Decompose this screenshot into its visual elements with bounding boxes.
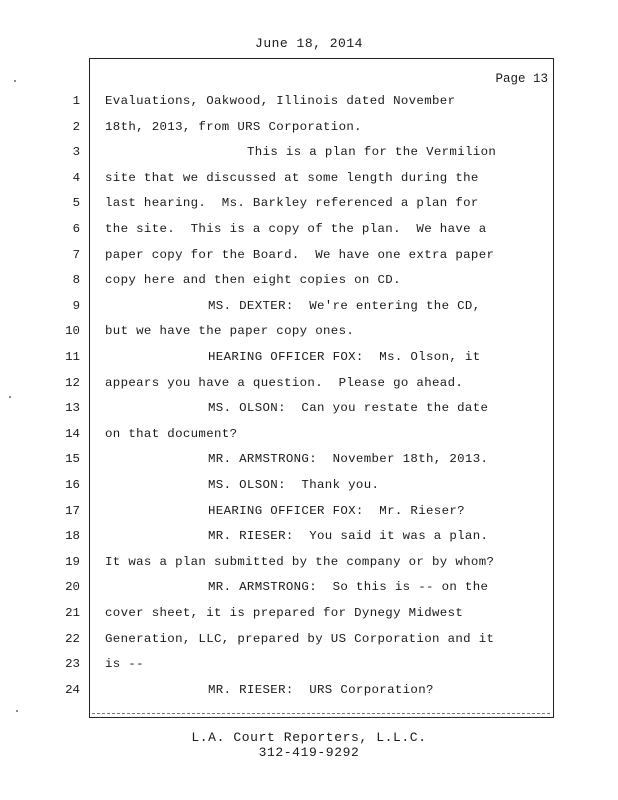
transcript-line: [0, 422, 618, 448]
line-number: 10: [65, 324, 80, 339]
line-text: It was a plan submitted by the company or by whom?: [105, 554, 495, 569]
transcript-line: [0, 499, 618, 525]
transcript-line: [0, 371, 618, 397]
line-number: 11: [65, 350, 80, 364]
transcript-line: [0, 396, 618, 422]
line-text: MR. ARMSTRONG: November 18th, 2013.: [208, 452, 489, 467]
line-text: on that document?: [105, 426, 238, 441]
line-text: MS. OLSON: Thank you.: [208, 478, 380, 492]
line-number: 12: [65, 375, 80, 390]
transcript-line: [0, 319, 618, 345]
line-number: 22: [65, 631, 80, 646]
transcript-date: June 18, 2014: [255, 36, 363, 51]
transcript-line: [0, 294, 618, 320]
line-number: 7: [72, 247, 80, 262]
transcript-line: [0, 115, 618, 141]
transcript-line: [0, 524, 618, 550]
transcript-line: [0, 447, 618, 473]
scan-speck: [9, 396, 11, 398]
line-text: Generation, LLC, prepared by US Corporation and it: [105, 631, 495, 646]
line-text: MS. OLSON: Can you restate the date: [208, 401, 489, 416]
line-text: appears you have a question. Please go ahead.: [105, 375, 464, 390]
page-number: Page 13: [495, 72, 548, 86]
transcript-line: [0, 550, 618, 576]
line-number: 18: [65, 529, 80, 544]
transcript-line: [0, 601, 618, 627]
line-number: 15: [65, 452, 80, 467]
line-number: 5: [72, 196, 80, 211]
line-number: 3: [72, 145, 80, 160]
transcript-line: [0, 345, 618, 371]
transcript-line: [0, 140, 618, 166]
court-reporter-phone: 312-419-9292: [258, 745, 360, 760]
line-text: but we have the paper copy ones.: [105, 324, 355, 339]
transcript-line: [0, 243, 618, 269]
line-text: is --: [105, 657, 144, 672]
line-number: 4: [72, 170, 80, 185]
transcript-line: [0, 166, 618, 192]
transcript-line: [0, 627, 618, 653]
line-text: This is a plan for the Vermilion: [247, 145, 497, 160]
line-number: 20: [65, 580, 80, 595]
footer: [0, 730, 618, 760]
transcript-line: [0, 652, 618, 678]
line-number: 8: [72, 273, 80, 288]
line-number: 16: [65, 478, 80, 492]
frame-bottom-rule: [92, 713, 550, 714]
line-text: site that we discussed at some length during the: [105, 170, 479, 185]
line-text: Evaluations, Oakwood, Illinois dated November: [105, 94, 456, 108]
line-number: 9: [72, 298, 80, 313]
line-text: paper copy for the Board. We have one extra paper: [105, 247, 495, 262]
line-text: 18th, 2013, from URS Corporation.: [105, 119, 362, 134]
line-number: 19: [65, 554, 80, 569]
line-number: 24: [65, 682, 80, 697]
line-text: cover sheet, it is prepared for Dynegy Midwest: [105, 606, 464, 620]
transcript-line: [0, 217, 618, 243]
line-number: 17: [65, 503, 80, 518]
line-text: HEARING OFFICER FOX: Ms. Olson, it: [208, 350, 481, 364]
line-number: 23: [65, 657, 80, 672]
line-text: MR. RIESER: You said it was a plan.: [208, 529, 489, 544]
line-number: 13: [65, 401, 80, 416]
scan-speck: [14, 80, 16, 82]
transcript-line: [0, 89, 618, 115]
line-text: last hearing. Ms. Barkley referenced a plan for: [105, 196, 479, 211]
line-text: MR. ARMSTRONG: So this is -- on the: [208, 580, 489, 595]
line-text: HEARING OFFICER FOX: Mr. Rieser?: [208, 503, 465, 518]
line-text: copy here and then eight copies on CD.: [105, 273, 401, 288]
transcript-line: [0, 473, 618, 499]
line-number: 2: [72, 119, 80, 134]
line-text: MS. DEXTER: We're entering the CD,: [208, 298, 481, 313]
line-number: 14: [65, 426, 80, 441]
transcript-line: [0, 191, 618, 217]
transcript-line: [0, 268, 618, 294]
transcript-line: [0, 678, 618, 704]
line-text: the site. This is a copy of the plan. We have a: [105, 222, 487, 236]
line-text: MR. RIESER: URS Corporation?: [208, 682, 434, 697]
line-number: 21: [65, 606, 80, 620]
line-number: 6: [72, 222, 80, 236]
court-reporter-name: L.A. Court Reporters, L.L.C.: [191, 730, 427, 745]
transcript-line: [0, 575, 618, 601]
line-number: 1: [72, 94, 80, 108]
scan-speck: [16, 710, 18, 712]
